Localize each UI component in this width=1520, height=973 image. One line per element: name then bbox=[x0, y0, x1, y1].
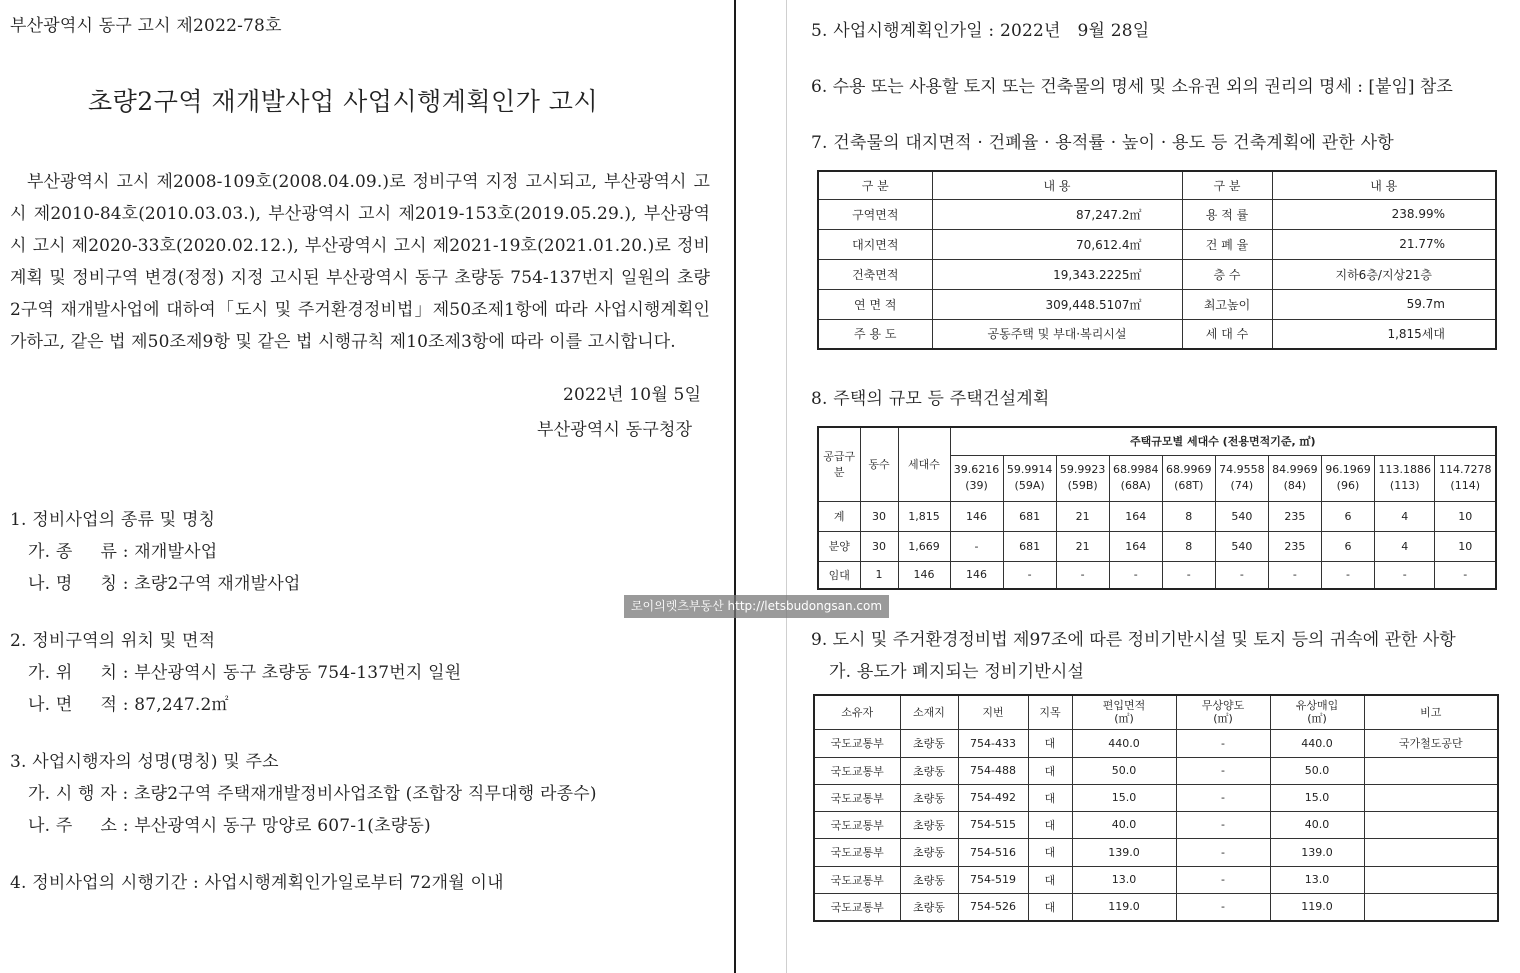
left-document-page bbox=[0, 0, 734, 973]
table-cell: - bbox=[950, 531, 1003, 561]
table-cell: 21 bbox=[1056, 501, 1109, 531]
t9-header: 무상양도 (㎡) bbox=[1176, 695, 1270, 729]
table-cell: 용 적 률 bbox=[1182, 199, 1272, 229]
table-cell: 대 bbox=[1028, 866, 1072, 893]
table-cell: 139.0 bbox=[1270, 838, 1364, 866]
table-cell: 309,448.5107㎡ bbox=[932, 289, 1182, 319]
t8-size-header: 39.6216 (39) bbox=[950, 455, 1003, 501]
section-7-heading: 7. 건축물의 대지면적 · 건폐율 · 용적률 · 높이 · 용도 등 건축계획에 관한 사항 bbox=[811, 133, 1394, 153]
table-row bbox=[814, 866, 1498, 893]
table-cell: 119.0 bbox=[1072, 893, 1176, 921]
table-cell: 13.0 bbox=[1270, 866, 1364, 893]
table-cell: 대 bbox=[1028, 784, 1072, 811]
section-2-location: 가. 위 치 : 부산광역시 동구 초량동 754-137번지 일원 bbox=[28, 663, 462, 683]
table-cell: 8 bbox=[1162, 501, 1215, 531]
table-cell: 분양 bbox=[818, 531, 860, 561]
table-cell: 초량동 bbox=[900, 757, 958, 784]
housing-plan-table bbox=[817, 426, 1497, 590]
table-row bbox=[818, 561, 1496, 589]
table-cell: 681 bbox=[1003, 501, 1056, 531]
t8-dong-header: 동수 bbox=[860, 427, 898, 501]
t8-size-header: 59.9923 (59B) bbox=[1056, 455, 1109, 501]
table-cell: 구역면적 bbox=[818, 199, 932, 229]
section-4-period: 4. 정비사업의 시행기간 : 사업시행계획인가일로부터 72개월 이내 bbox=[10, 873, 504, 893]
table-cell: 50.0 bbox=[1270, 757, 1364, 784]
table-cell: - bbox=[1215, 561, 1268, 589]
table-cell: 초량동 bbox=[900, 838, 958, 866]
table-cell: 국도교통부 bbox=[814, 893, 900, 921]
table-cell: 계 bbox=[818, 501, 860, 531]
table-cell: 21 bbox=[1056, 531, 1109, 561]
section-2-heading: 2. 정비구역의 위치 및 면적 bbox=[10, 631, 216, 651]
table-cell: - bbox=[1321, 561, 1374, 589]
t7-header-4: 내 용 bbox=[1272, 171, 1496, 199]
table-cell bbox=[1364, 757, 1498, 784]
table-cell: - bbox=[1109, 561, 1162, 589]
table-row bbox=[818, 259, 1496, 289]
table-row bbox=[814, 784, 1498, 811]
table-cell: 초량동 bbox=[900, 784, 958, 811]
table-cell: 국가철도공단 bbox=[1364, 729, 1498, 757]
section-5-approval-date: 5. 사업시행계획인가일 : 2022년 9월 28일 bbox=[811, 21, 1150, 41]
section-1-heading: 1. 정비사업의 종류 및 명칭 bbox=[10, 510, 216, 530]
table-cell: 건 폐 율 bbox=[1182, 229, 1272, 259]
table-cell: 국도교통부 bbox=[814, 838, 900, 866]
table-cell: 235 bbox=[1268, 531, 1321, 561]
table-cell: - bbox=[1435, 561, 1496, 589]
table-cell: 초량동 bbox=[900, 811, 958, 838]
table-cell: 681 bbox=[1003, 531, 1056, 561]
table-cell: 15.0 bbox=[1072, 784, 1176, 811]
section-8-heading: 8. 주택의 규모 등 주택건설계획 bbox=[811, 389, 1050, 409]
table-cell: 70,612.4㎡ bbox=[932, 229, 1182, 259]
table-cell: 440.0 bbox=[1270, 729, 1364, 757]
table-cell: 초량동 bbox=[900, 729, 958, 757]
t7-header-1: 구 분 bbox=[818, 171, 932, 199]
table-cell: 30 bbox=[860, 531, 898, 561]
document-title: 초량2구역 재개발사업 사업시행계획인가 고시 bbox=[88, 87, 599, 116]
table-cell: 754-433 bbox=[958, 729, 1028, 757]
t8-size-group-header: 주택규모별 세대수 (전용면적기준, ㎡) bbox=[950, 427, 1496, 455]
table-cell: 초량동 bbox=[900, 866, 958, 893]
table-cell: - bbox=[1176, 893, 1270, 921]
table-cell: 754-526 bbox=[958, 893, 1028, 921]
t8-supply-header: 공급구분 bbox=[818, 427, 860, 501]
t8-size-header: 59.9914 (59A) bbox=[1003, 455, 1056, 501]
table-cell: 235 bbox=[1268, 501, 1321, 531]
table-row bbox=[814, 757, 1498, 784]
table-cell: - bbox=[1176, 757, 1270, 784]
table-cell: 초량동 bbox=[900, 893, 958, 921]
table-cell: 164 bbox=[1109, 531, 1162, 561]
right-document-page bbox=[786, 0, 1520, 973]
table-cell: 4 bbox=[1375, 501, 1435, 531]
table-cell bbox=[1364, 866, 1498, 893]
table-cell: 10 bbox=[1435, 501, 1496, 531]
table-cell: 40.0 bbox=[1072, 811, 1176, 838]
table-cell: 440.0 bbox=[1072, 729, 1176, 757]
table-cell: 15.0 bbox=[1270, 784, 1364, 811]
table-cell: 146 bbox=[950, 501, 1003, 531]
table-cell: 40.0 bbox=[1270, 811, 1364, 838]
table-cell: 164 bbox=[1109, 501, 1162, 531]
table-cell bbox=[1364, 838, 1498, 866]
table-cell: 임대 bbox=[818, 561, 860, 589]
table-cell: 6 bbox=[1321, 531, 1374, 561]
notice-issuer: 부산광역시 동구청장 bbox=[537, 420, 693, 440]
section-6-heading: 6. 수용 또는 사용할 토지 또는 건축물의 명세 및 소유권 외의 권리의 명세 : [붙임] 참조 bbox=[811, 77, 1453, 97]
table-row bbox=[818, 229, 1496, 259]
table-cell: 주 용 도 bbox=[818, 319, 932, 349]
table-cell: 연 면 적 bbox=[818, 289, 932, 319]
table-cell: 146 bbox=[898, 561, 950, 589]
table-cell: 공동주택 및 부대·복리시설 bbox=[932, 319, 1182, 349]
table-cell: 754-519 bbox=[958, 866, 1028, 893]
table-cell: 대 bbox=[1028, 811, 1072, 838]
table-cell: 19,343.2225㎡ bbox=[932, 259, 1182, 289]
notice-paragraph: 부산광역시 고시 제2008-109호(2008.04.09.)로 정비구역 지정 고시되고, 부산광역시 고시 제2010-84호(2010.03.03.), 부산광역시 고시 제2019-153호(2019.05.29.), 부산광역시 고시 제2020-33호(2020.02.12.), 부산광역시 고시 제2021-19호(2021.01.20.)로 정비계획 및 정비구역 변경(정정) 지정 고시된 부산광역시 동구 초량동 754-137번지 일원의 초량2구역 재개발사업에 대하여「도시 및 주거환경정비법」제50조제1항에 따라 사업시행계획인가하고, 같은 법 제50조제9항 및 같은 법 시행규칙 제10조제3항에 따라 이를 고시합니다. bbox=[10, 172, 710, 352]
notice-number: 부산광역시 동구 고시 제2022-78호 bbox=[10, 16, 282, 36]
t8-size-header: 96.1969 (96) bbox=[1321, 455, 1374, 501]
building-plan-table bbox=[817, 170, 1497, 350]
table-cell: 754-515 bbox=[958, 811, 1028, 838]
t7-header-3: 구 분 bbox=[1182, 171, 1272, 199]
t9-header: 비고 bbox=[1364, 695, 1498, 729]
t9-header: 유상매입 (㎡) bbox=[1270, 695, 1364, 729]
watermark-banner: 로이의렛츠부동산 http://letsbudongsan.com bbox=[624, 595, 889, 618]
table-cell: 59.7m bbox=[1272, 289, 1496, 319]
notice-date: 2022년 10월 5일 bbox=[563, 385, 702, 405]
table-cell: 국도교통부 bbox=[814, 811, 900, 838]
t8-size-header: 84.9969 (84) bbox=[1268, 455, 1321, 501]
table-cell: 754-488 bbox=[958, 757, 1028, 784]
section-1-name: 나. 명 칭 : 초량2구역 재개발사업 bbox=[28, 574, 301, 594]
table-cell: 540 bbox=[1215, 501, 1268, 531]
table-cell: 국도교통부 bbox=[814, 729, 900, 757]
table-cell: - bbox=[1268, 561, 1321, 589]
t9-header: 편입면적 (㎡) bbox=[1072, 695, 1176, 729]
t7-header-2: 내 용 bbox=[932, 171, 1182, 199]
section-3-heading: 3. 사업시행자의 성명(명칭) 및 주소 bbox=[10, 752, 279, 772]
table-row bbox=[814, 729, 1498, 757]
table-cell: - bbox=[1176, 784, 1270, 811]
table-cell: - bbox=[1056, 561, 1109, 589]
t8-units-header: 세대수 bbox=[898, 427, 950, 501]
table-row bbox=[818, 501, 1496, 531]
table-cell: 1,815 bbox=[898, 501, 950, 531]
section-9-subheading: 가. 용도가 폐지되는 정비기반시설 bbox=[829, 662, 1085, 682]
table-cell: 50.0 bbox=[1072, 757, 1176, 784]
table-cell: - bbox=[1375, 561, 1435, 589]
section-9-heading: 9. 도시 및 주거환경정비법 제97조에 따른 정비기반시설 및 토지 등의 귀속에 관한 사항 bbox=[811, 630, 1456, 650]
table-row bbox=[814, 893, 1498, 921]
table-cell: 최고높이 bbox=[1182, 289, 1272, 319]
table-cell: 87,247.2㎡ bbox=[932, 199, 1182, 229]
table-cell: 대 bbox=[1028, 729, 1072, 757]
section-3-operator: 가. 시 행 자 : 초량2구역 주택재개발정비사업조합 (조합장 직무대행 라종수) bbox=[28, 784, 597, 804]
t9-header: 소재지 bbox=[900, 695, 958, 729]
table-cell: 대 bbox=[1028, 838, 1072, 866]
table-row bbox=[818, 199, 1496, 229]
table-cell: 지하6층/지상21층 bbox=[1272, 259, 1496, 289]
table-cell: 1,815세대 bbox=[1272, 319, 1496, 349]
table-cell: 국도교통부 bbox=[814, 784, 900, 811]
table-cell: - bbox=[1176, 729, 1270, 757]
t9-header: 지번 bbox=[958, 695, 1028, 729]
table-cell: 13.0 bbox=[1072, 866, 1176, 893]
table-row bbox=[818, 319, 1496, 349]
t8-size-header: 74.9558 (74) bbox=[1215, 455, 1268, 501]
table-cell: 국도교통부 bbox=[814, 866, 900, 893]
section-1-type: 가. 종 류 : 재개발사업 bbox=[28, 542, 218, 562]
table-cell: - bbox=[1162, 561, 1215, 589]
table-row bbox=[814, 838, 1498, 866]
table-cell bbox=[1364, 784, 1498, 811]
table-cell: 1 bbox=[860, 561, 898, 589]
table-row bbox=[818, 531, 1496, 561]
table-cell: 건축면적 bbox=[818, 259, 932, 289]
table-cell: 119.0 bbox=[1270, 893, 1364, 921]
t8-size-header: 114.7278 (114) bbox=[1435, 455, 1496, 501]
table-cell bbox=[1364, 893, 1498, 921]
section-2-area: 나. 면 적 : 87,247.2㎡ bbox=[28, 695, 229, 715]
table-cell: 대 bbox=[1028, 757, 1072, 784]
table-cell bbox=[1364, 811, 1498, 838]
table-cell: - bbox=[1176, 838, 1270, 866]
table-cell: 대지면적 bbox=[818, 229, 932, 259]
table-cell: 139.0 bbox=[1072, 838, 1176, 866]
table-cell: - bbox=[1176, 866, 1270, 893]
table-cell: 6 bbox=[1321, 501, 1374, 531]
table-cell: 4 bbox=[1375, 531, 1435, 561]
t8-size-header: 68.9969 (68T) bbox=[1162, 455, 1215, 501]
table-cell: 540 bbox=[1215, 531, 1268, 561]
table-cell: 1,669 bbox=[898, 531, 950, 561]
table-cell: 층 수 bbox=[1182, 259, 1272, 289]
table-cell: 754-516 bbox=[958, 838, 1028, 866]
table-cell: 754-492 bbox=[958, 784, 1028, 811]
table-cell: 국도교통부 bbox=[814, 757, 900, 784]
table-cell: 30 bbox=[860, 501, 898, 531]
table-cell: 8 bbox=[1162, 531, 1215, 561]
t8-size-header: 113.1886 (113) bbox=[1375, 455, 1435, 501]
table-cell: 세 대 수 bbox=[1182, 319, 1272, 349]
page-gutter bbox=[736, 0, 786, 973]
table-cell: 10 bbox=[1435, 531, 1496, 561]
table-cell: 21.77% bbox=[1272, 229, 1496, 259]
table-cell: 146 bbox=[950, 561, 1003, 589]
t8-size-header: 68.9984 (68A) bbox=[1109, 455, 1162, 501]
facility-transfer-table bbox=[813, 694, 1499, 922]
section-3-address: 나. 주 소 : 부산광역시 동구 망양로 607-1(초량동) bbox=[28, 816, 431, 836]
table-cell: 238.99% bbox=[1272, 199, 1496, 229]
t9-header: 지목 bbox=[1028, 695, 1072, 729]
table-row bbox=[814, 811, 1498, 838]
table-cell: 대 bbox=[1028, 893, 1072, 921]
table-row bbox=[818, 289, 1496, 319]
table-cell: - bbox=[1003, 561, 1056, 589]
t9-header: 소유자 bbox=[814, 695, 900, 729]
table-cell: - bbox=[1176, 811, 1270, 838]
